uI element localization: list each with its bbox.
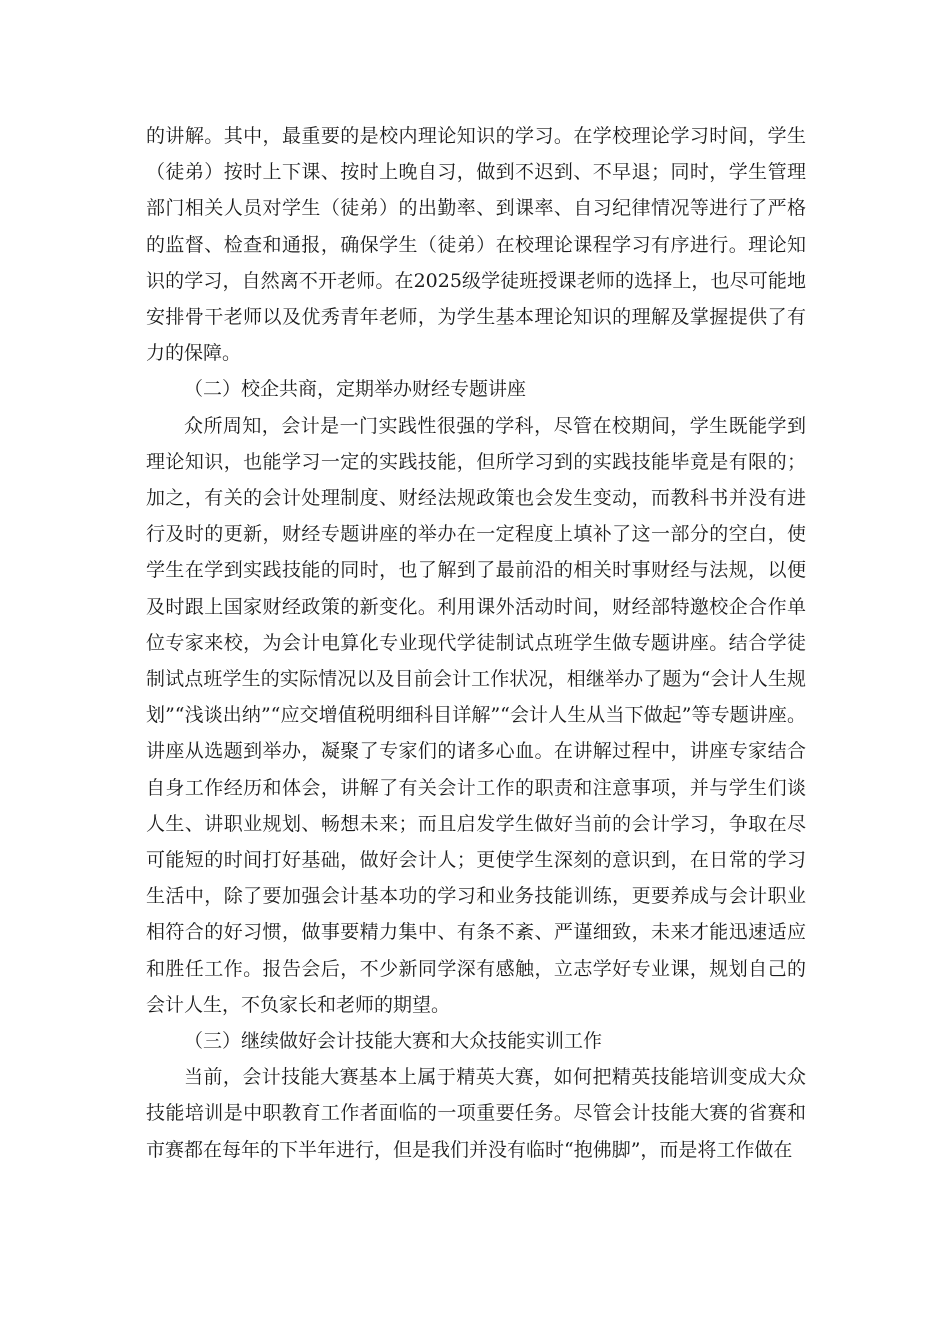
section-heading-2: （二）校企共商，定期举办财经专题讲座 — [184, 378, 527, 401]
body-paragraph-lectures: 众所周知，会计是一门实践性很强的学科，尽管在校期间，学生既能学到理论知识，也能学习一定的实践技能，但所学习到的实践技能毕竟是有限的；加之，有关的会计处理制度、财经法规政策也会发生变动，而教科书并没有进行及时的更新，财经专题讲座的举办在一定程度上填补了这一部分的空白，使学生在学到实践技能的同时，也了解到了最前沿的相关时事财经与法规，以便及时跟上国家财经政策的新变化。利用课外活动时间，财经部特邀校企合作单位专家来校，为会计电算化专业现代学徒制试点班学生做专题讲座。结合学徒制试点班学生的实际情况以及目前会计工作状况，相继举办了题为“会计人生规划”“浅谈出纳”“应交增值税明细科目详解”“会计人生从当下做起”等专题讲座。讲座从选题到举办，凝聚了专家们的诸多心血。在讲解过程中，讲座专家结合自身工作经历和体会，讲解了有关会计工作的职责和注意事项，并与学生们谈人生、讲职业规划、畅想未来；而且启发学生做好当前的会计学习，争取在尽可能短的时间打好基础，做好会计人；更使学生深刻的意识到，在日常的学习生活中，除了要加强会计基本功的学习和业务技能训练，更要养成与会计职业相符合的好习惯，做事要精力集中、有条不紊、严谨细致，未来才能迅速适应和胜任工作。报告会后，不少新同学深有感触，立志学好专业课，规划自己的会计人生，不负家长和老师的期望。 — [146, 414, 806, 1016]
document-body — [146, 118, 806, 1168]
section-heading-3: （三）继续做好会计技能大赛和大众技能实训工作 — [184, 1030, 603, 1053]
body-paragraph-competition: 当前，会计技能大赛基本上属于精英大赛，如何把精英技能培训变成大众技能培训是中职教育工作者面临的一项重要任务。尽管会计技能大赛的省赛和市赛都在每年的下半年进行，但是我们并没有临时“抱佛脚”，而是将工作做在 — [146, 1066, 806, 1161]
body-paragraph-continued: 的讲解。其中，最重要的是校内理论知识的学习。在学校理论学习时间，学生（徒弟）按时上下课、按时上晚自习，做到不迟到、不早退；同时，学生管理部门相关人员对学生（徒弟）的出勤率、到课率、自习纪律情况等进行了严格的监督、检查和通报，确保学生（徒弟）在校理论课程学习有序进行。理论知识的学习，自然离不开老师。在2025级学徒班授课老师的选择上，也尽可能地安排骨干老师以及优秀青年老师，为学生基本理论知识的理解及掌握提供了有力的保障。 — [146, 125, 806, 365]
